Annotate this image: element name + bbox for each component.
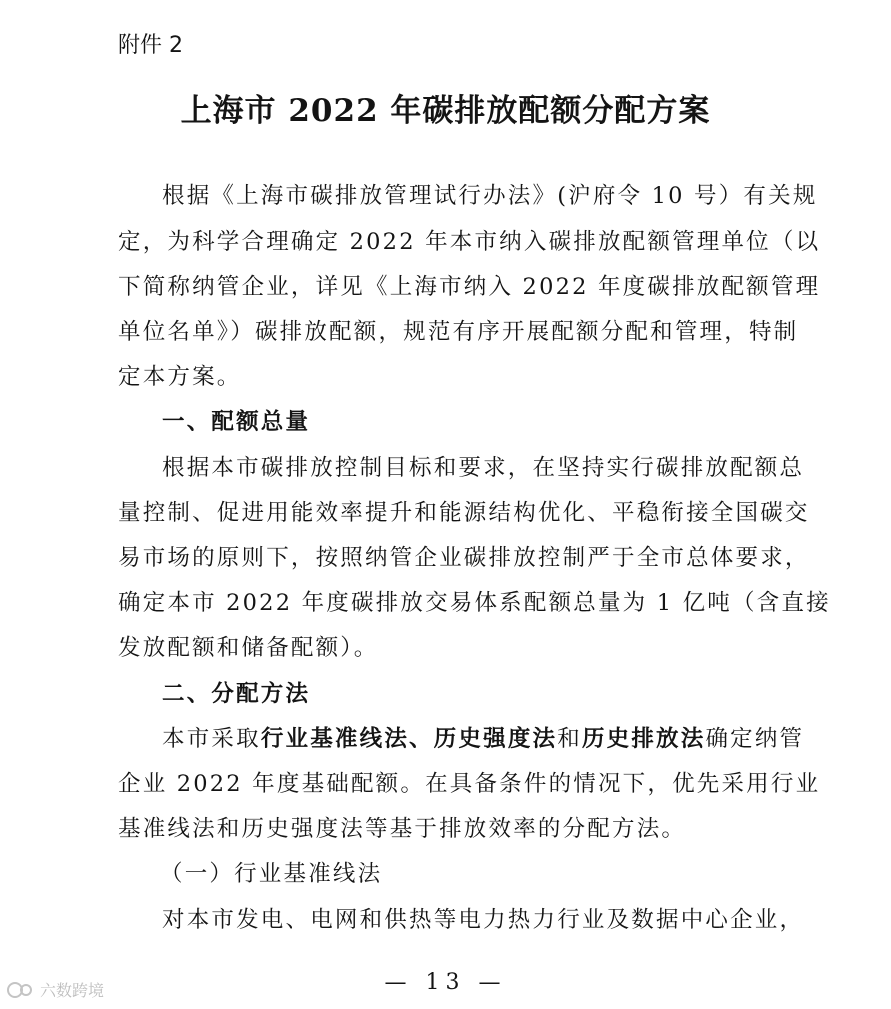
section1-line: 发放配额和储备配额）。 <box>118 635 379 661</box>
section-heading-total: 一、配额总量 <box>162 409 311 435</box>
section1-line: 根据本市碳排放控制目标和要求，在坚持实行碳排放配额总 <box>162 455 805 481</box>
page-number: — 13 — <box>384 970 507 995</box>
section1-line: 易市场的原则下，按照纳管企业碳排放控制严于全市总体要求， <box>118 545 810 571</box>
intro-line: 单位名单》）碳排放配额，规范有序开展配额分配和管理，特制 <box>118 319 799 345</box>
intro-line: 定，为科学合理确定 2022 年本市纳入碳排放配额管理单位（以 <box>118 229 821 255</box>
section2-line-mixed <box>162 721 804 753</box>
section2-line: 基准线法和历史强度法等基于排放效率的分配方法。 <box>118 816 687 842</box>
attachment-label: 附件 2 <box>118 33 183 58</box>
intro-line: 定本方案。 <box>118 364 242 390</box>
bold-term-intensity: 历史强度法 <box>433 726 558 752</box>
document-title: 上海市 2022 年碳排放配额分配方案 <box>180 93 711 129</box>
bold-term-historical: 历史排放法 <box>581 726 706 752</box>
text-run: 本市采取 <box>162 726 261 752</box>
watermark <box>6 978 104 1001</box>
watermark-text: 六数跨境 <box>40 981 105 1000</box>
subsection-line: 对本市发电、电网和供热等电力热力行业及数据中心企业， <box>162 907 805 933</box>
text-run: 和 <box>557 726 582 752</box>
watermark-logo-icon <box>6 980 36 1000</box>
bold-term-benchmark: 行业基准线法 <box>260 726 410 752</box>
intro-line: 根据《上海市碳排放管理试行办法》(沪府令 10 号）有关规 <box>162 183 818 209</box>
subsection-heading: （一）行业基准线法 <box>160 861 383 887</box>
text-run: 确定纳管 <box>705 726 805 752</box>
section-heading-method: 二、分配方法 <box>162 681 311 707</box>
section1-line: 确定本市 2022 年度碳排放交易体系配额总量为 1 亿吨（含直接 <box>118 590 831 616</box>
intro-line: 下简称纳管企业，详见《上海市纳入 2022 年度碳排放配额管理 <box>118 274 821 300</box>
section1-line: 量控制、促进用能效率提升和能源结构优化、平稳衔接全国碳交 <box>118 500 810 526</box>
bold-separator: 、 <box>409 726 434 752</box>
section2-line: 企业 2022 年度基础配额。在具备条件的情况下，优先采用行业 <box>118 771 821 797</box>
